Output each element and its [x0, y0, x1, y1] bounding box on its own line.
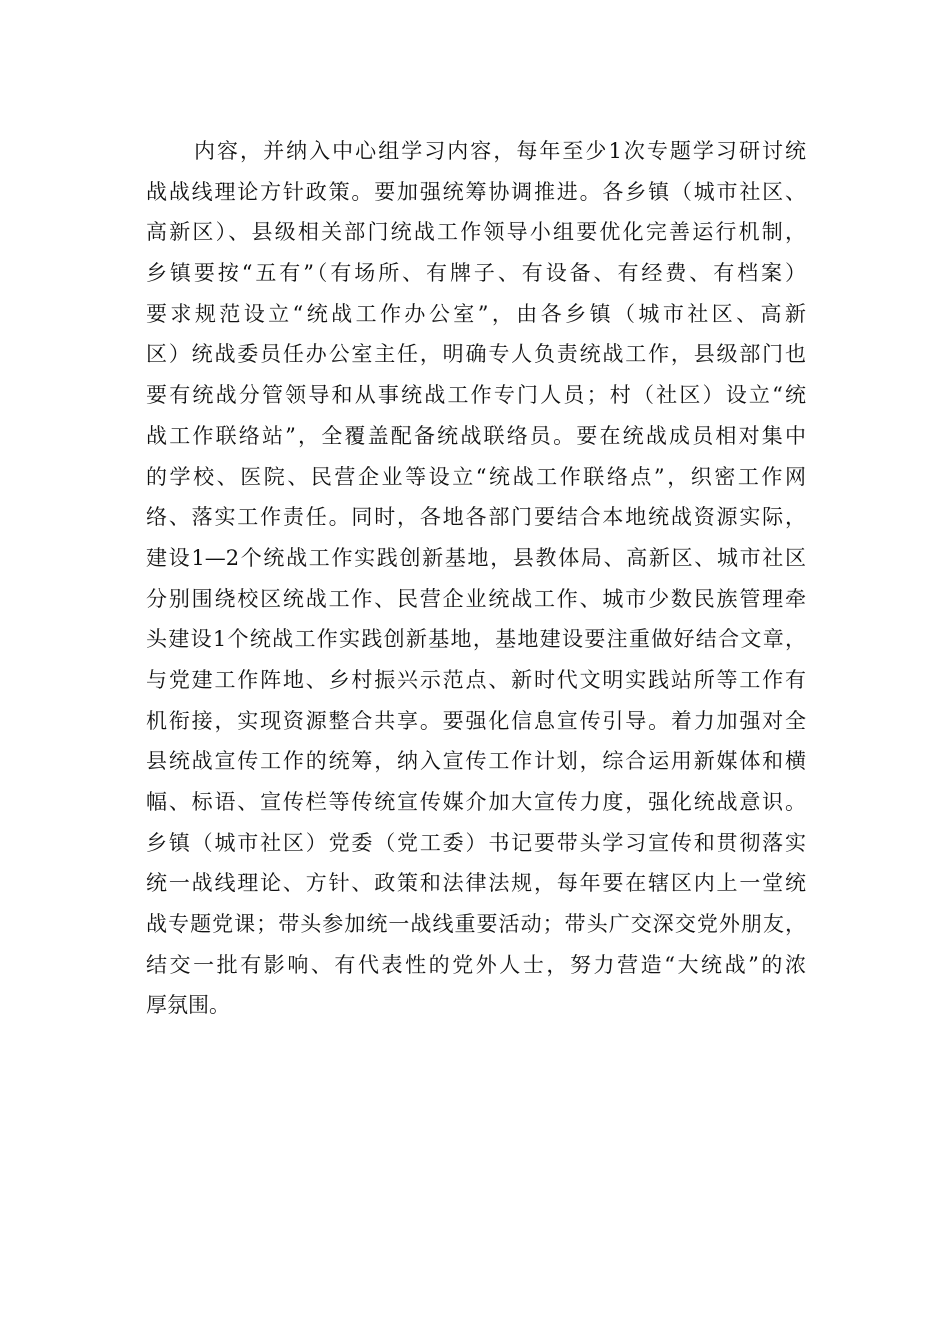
- text-line: 县统战宣传工作的统筹，纳入宣传工作计划，综合运用新媒体和横: [146, 749, 806, 774]
- text-line: 结交一批有影响、有代表性的党外人士，努力营造“大统战”的浓: [146, 952, 806, 977]
- text-line: 幅、标语、宣传栏等传统宣传媒介加大宣传力度，强化统战意识。: [146, 790, 806, 814]
- text-line: 战工作联络站”，全覆盖配备统战联络员。要在统战成员相对集中: [146, 423, 806, 448]
- text-line: 统一战线理论、方针、政策和法律法规，每年要在辖区内上一堂统: [146, 871, 806, 896]
- text-line: 的学校、医院、民营企业等设立“统战工作联络点”，织密工作网: [146, 464, 806, 489]
- text-line: 高新区）、县级相关部门统战工作领导小组要优化完善运行机制，: [146, 220, 806, 245]
- text-line: 要有统战分管领导和从事统战工作专门人员；村（社区）设立“统: [146, 383, 806, 408]
- text-line: 分别围绕校区统战工作、民营企业统战工作、城市少数民族管理牵: [146, 586, 806, 611]
- text-line: 头建设1个统战工作实践创新基地，基地建设要注重做好结合文章，: [146, 627, 806, 652]
- text-line: 乡镇（城市社区）党委（党工委）书记要带头学习宣传和贯彻落实: [146, 830, 806, 855]
- text-line: 内容，并纳入中心组学习内容，每年至少1次专题学习研讨统: [194, 139, 806, 163]
- text-line: 与党建工作阵地、乡村振兴示范点、新时代文明实践站所等工作有: [146, 667, 806, 692]
- text-line: 厚氛围。: [146, 993, 230, 1018]
- body-paragraph: [146, 131, 806, 1026]
- text-line: 建设1—2个统战工作实践创新基地，县教体局、高新区、城市社区: [146, 545, 806, 570]
- text-line: 络、落实工作责任。同时，各地各部门要结合本地统战资源实际，: [146, 505, 806, 530]
- text-line: 要求规范设立“统战工作办公室”，由各乡镇（城市社区、高新: [146, 301, 806, 326]
- text-line: 战战线理论方针政策。要加强统筹协调推进。各乡镇（城市社区、: [146, 179, 806, 204]
- text-line: 战专题党课；带头参加统一战线重要活动；带头广交深交党外朋友，: [146, 912, 806, 937]
- text-line: 机衔接，实现资源整合共享。要强化信息宣传引导。着力加强对全: [146, 708, 806, 733]
- text-line: 区）统战委员任办公室主任，明确专人负责统战工作，县级部门也: [146, 342, 806, 367]
- text-line: 乡镇要按“五有”（有场所、有牌子、有设备、有经费、有档案）: [146, 261, 806, 286]
